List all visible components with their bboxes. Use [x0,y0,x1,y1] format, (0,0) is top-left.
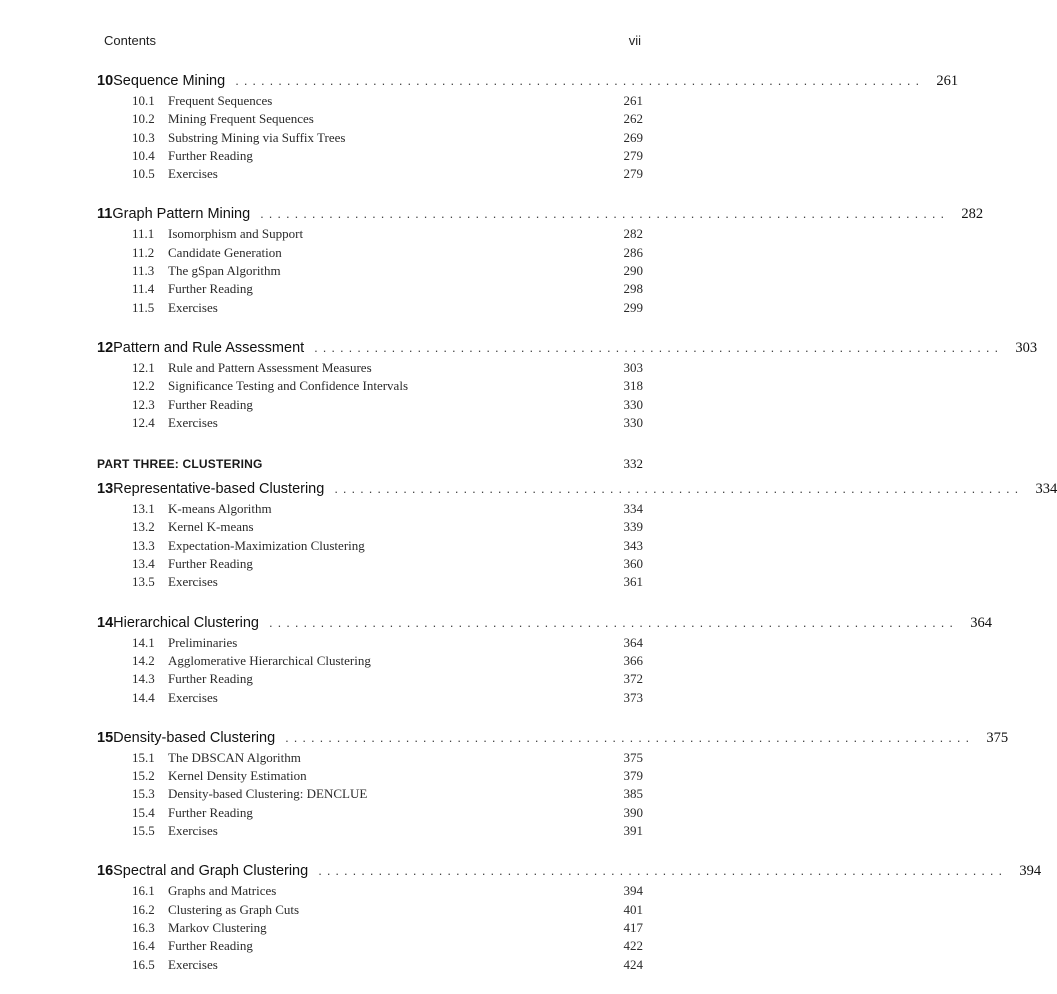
chapter-entry [97,860,1042,973]
section-page: 360 [623,556,643,572]
chapter-page: 261 [936,73,959,89]
section-number: 12.4 [132,414,155,430]
chapter-entry [97,203,984,316]
section-title: Expectation-Maximization Clustering [168,537,365,553]
section-page: 361 [623,574,643,590]
section-title: Exercises [168,166,218,182]
chapter-title: Representative-based Clustering [113,481,325,498]
section-title: Further Reading [168,147,253,163]
section-page: 391 [623,823,643,839]
dot-leader: ................................................................................ [314,339,1004,355]
section-number: 10.3 [132,129,155,145]
section-number: 13.4 [132,556,155,572]
section-number: 10.2 [132,111,155,127]
chapter-entry [97,727,1009,840]
section-title: Exercises [168,956,218,972]
chapter-heading[interactable] [97,337,1038,359]
section-number: 14.2 [132,652,155,668]
chapter-number: 14 [97,614,114,631]
section-page: 303 [623,359,643,375]
chapter-title: Pattern and Rule Assessment [113,339,305,356]
dot-leader: ................................................................................ [260,206,950,222]
chapter-title: Spectral and Graph Clustering [113,863,309,880]
section-entry[interactable] [97,414,643,432]
part-title: PART THREE: CLUSTERING [97,457,263,472]
section-entry[interactable] [97,147,643,165]
section-title: Preliminaries [168,634,238,650]
section-title: Exercises [168,299,218,315]
section-number: 14.1 [132,634,155,650]
chapter-group-part-three [97,478,1057,974]
section-number: 16.1 [132,883,155,899]
chapter-title: Sequence Mining [113,73,226,89]
section-number: 14.3 [132,671,155,687]
section-title: Agglomerative Hierarchical Clustering [168,652,371,668]
section-number: 10.1 [132,93,155,108]
section-title: Further Reading [168,396,253,412]
section-page: 290 [623,263,643,279]
section-page: 401 [623,901,643,917]
section-title: Rule and Pattern Assessment Measures [168,359,372,375]
section-page: 343 [623,537,643,553]
section-number: 16.2 [132,901,155,917]
section-entry[interactable] [97,804,643,822]
section-page: 379 [623,768,643,784]
section-title: Further Reading [168,281,253,297]
chapter-number: 10 [97,73,114,89]
section-page: 422 [623,938,643,954]
section-number: 10.5 [132,166,155,182]
section-page: 279 [623,166,643,182]
section-title: The gSpan Algorithm [168,263,281,279]
chapter-entry [97,337,1038,432]
section-title: Kernel K-means [168,519,254,535]
chapter-heading[interactable] [97,860,1042,882]
section-title: Further Reading [168,671,253,687]
section-number: 11.5 [132,299,155,315]
chapter-page: 282 [961,206,984,223]
section-page: 385 [623,786,643,802]
section-number: 12.1 [132,359,155,375]
section-entry[interactable] [97,670,643,688]
section-number: 11.2 [132,244,155,260]
section-title: Graphs and Matrices [168,883,277,899]
section-entry[interactable] [97,573,643,591]
dot-leader: ................................................................................ [318,863,1008,879]
section-title: Significance Testing and Confidence Intervals [168,378,408,394]
section-entry[interactable] [97,299,643,317]
chapter-entry [97,612,992,707]
section-page: 330 [623,396,643,412]
section-number: 16.5 [132,956,155,972]
section-title: Candidate Generation [168,244,282,260]
section-number: 15.2 [132,768,155,784]
section-number: 16.3 [132,919,155,935]
chapter-number: 11 [97,206,113,223]
chapter-heading[interactable] [97,478,1057,500]
section-page: 298 [623,281,643,297]
part-heading [97,452,643,476]
section-entry[interactable] [97,919,643,937]
section-page: 394 [623,883,643,899]
section-number: 11.3 [132,263,155,279]
chapter-page: 394 [1019,863,1042,880]
section-page: 372 [623,671,643,687]
section-title: Further Reading [168,804,253,820]
section-page: 299 [623,299,643,315]
section-number: 12.2 [132,378,155,394]
section-page: 390 [623,804,643,820]
section-page: 262 [623,111,643,127]
chapter-page: 334 [1035,481,1057,498]
section-number: 15.3 [132,786,155,802]
chapter-heading[interactable] [97,203,984,225]
section-title: Exercises [168,689,218,705]
section-page: 261 [623,93,643,108]
section-entry[interactable] [97,749,643,767]
section-number: 13.2 [132,519,155,535]
section-page: 269 [623,129,643,145]
chapter-number: 15 [97,729,114,746]
section-entry[interactable] [97,822,643,840]
section-page: 334 [623,501,643,517]
section-title: Exercises [168,414,218,430]
chapter-group-part-two [97,70,1038,432]
section-entry[interactable] [97,359,643,377]
chapter-number: 16 [97,863,114,880]
section-page: 286 [623,244,643,260]
section-number: 16.4 [132,938,155,954]
dot-leader: ................................................................................ [285,729,975,745]
chapter-heading[interactable] [97,612,992,634]
section-entry[interactable] [97,537,643,555]
chapter-entry [97,478,1057,591]
section-entry[interactable] [97,634,643,652]
chapter-title: Density-based Clustering [113,729,276,746]
section-entry[interactable] [97,129,643,147]
section-page: 282 [623,226,643,242]
section-number: 14.4 [132,689,155,705]
section-title: The DBSCAN Algorithm [168,749,301,765]
section-entry[interactable] [97,500,643,518]
section-page: 318 [623,378,643,394]
section-number: 13.3 [132,537,155,553]
chapter-entry [97,70,959,183]
section-number: 15.1 [132,749,155,765]
section-title: Mining Frequent Sequences [168,111,314,127]
section-entry[interactable] [97,377,643,395]
chapter-page: 303 [1015,339,1038,356]
section-title: Further Reading [168,556,253,572]
section-entry[interactable] [97,652,643,670]
section-entry[interactable] [97,555,643,573]
section-entry[interactable] [97,244,643,262]
section-page: 375 [623,749,643,765]
chapter-heading[interactable] [97,727,1009,749]
section-entry[interactable] [97,785,643,803]
section-title: Clustering as Graph Cuts [168,901,300,917]
section-title: Density-based Clustering: DENCLUE [168,786,368,802]
section-entry[interactable] [97,956,643,974]
section-number: 15.5 [132,823,155,839]
section-entry[interactable] [97,165,643,183]
section-entry[interactable] [97,767,643,785]
section-title: K-means Algorithm [168,501,272,517]
section-entry[interactable] [97,518,643,536]
section-entry[interactable] [97,280,643,298]
chapter-title: Graph Pattern Mining [112,206,251,223]
section-entry[interactable] [97,882,643,900]
section-entry[interactable] [97,92,643,110]
section-entry[interactable] [97,225,643,243]
section-page: 330 [623,414,643,430]
running-head-title: Contents [104,33,157,48]
section-page: 366 [623,652,643,668]
section-entry[interactable] [97,689,643,707]
section-title: Substring Mining via Suffix Trees [168,129,346,145]
chapter-page: 364 [970,614,992,631]
dot-leader: ................................................................................ [235,73,925,88]
section-page: 373 [623,689,643,705]
section-title: Further Reading [168,938,253,954]
section-title: Frequent Sequences [168,93,273,108]
chapter-page: 375 [986,729,1009,746]
part-page: 332 [623,456,643,472]
section-title: Exercises [168,574,218,590]
section-number: 11.4 [132,281,155,297]
chapter-number: 13 [97,481,114,498]
page-number: vii [628,33,641,48]
section-page: 417 [623,919,643,935]
section-page: 339 [623,519,643,535]
section-number: 11.1 [132,226,155,242]
section-page: 279 [623,147,643,163]
table-of-contents [97,70,1057,994]
section-entry[interactable] [97,901,643,919]
dot-leader: ................................................................................ [269,614,958,630]
section-number: 13.5 [132,574,155,590]
section-entry[interactable] [97,110,643,128]
chapter-title: Hierarchical Clustering [113,614,259,631]
section-entry[interactable] [97,262,643,280]
chapter-heading[interactable] [97,70,959,92]
section-number: 10.4 [132,147,155,163]
section-page: 424 [623,956,643,972]
chapter-number: 12 [97,339,114,356]
section-title: Markov Clustering [168,919,267,935]
running-head [104,33,641,48]
section-number: 12.3 [132,396,155,412]
section-title: Exercises [168,823,218,839]
section-title: Kernel Density Estimation [168,768,307,784]
section-entry[interactable] [97,937,643,955]
section-title: Isomorphism and Support [168,226,304,242]
section-number: 15.4 [132,804,155,820]
dot-leader: ................................................................................ [334,481,1024,497]
section-page: 364 [623,634,643,650]
section-entry[interactable] [97,396,643,414]
section-number: 13.1 [132,501,155,517]
